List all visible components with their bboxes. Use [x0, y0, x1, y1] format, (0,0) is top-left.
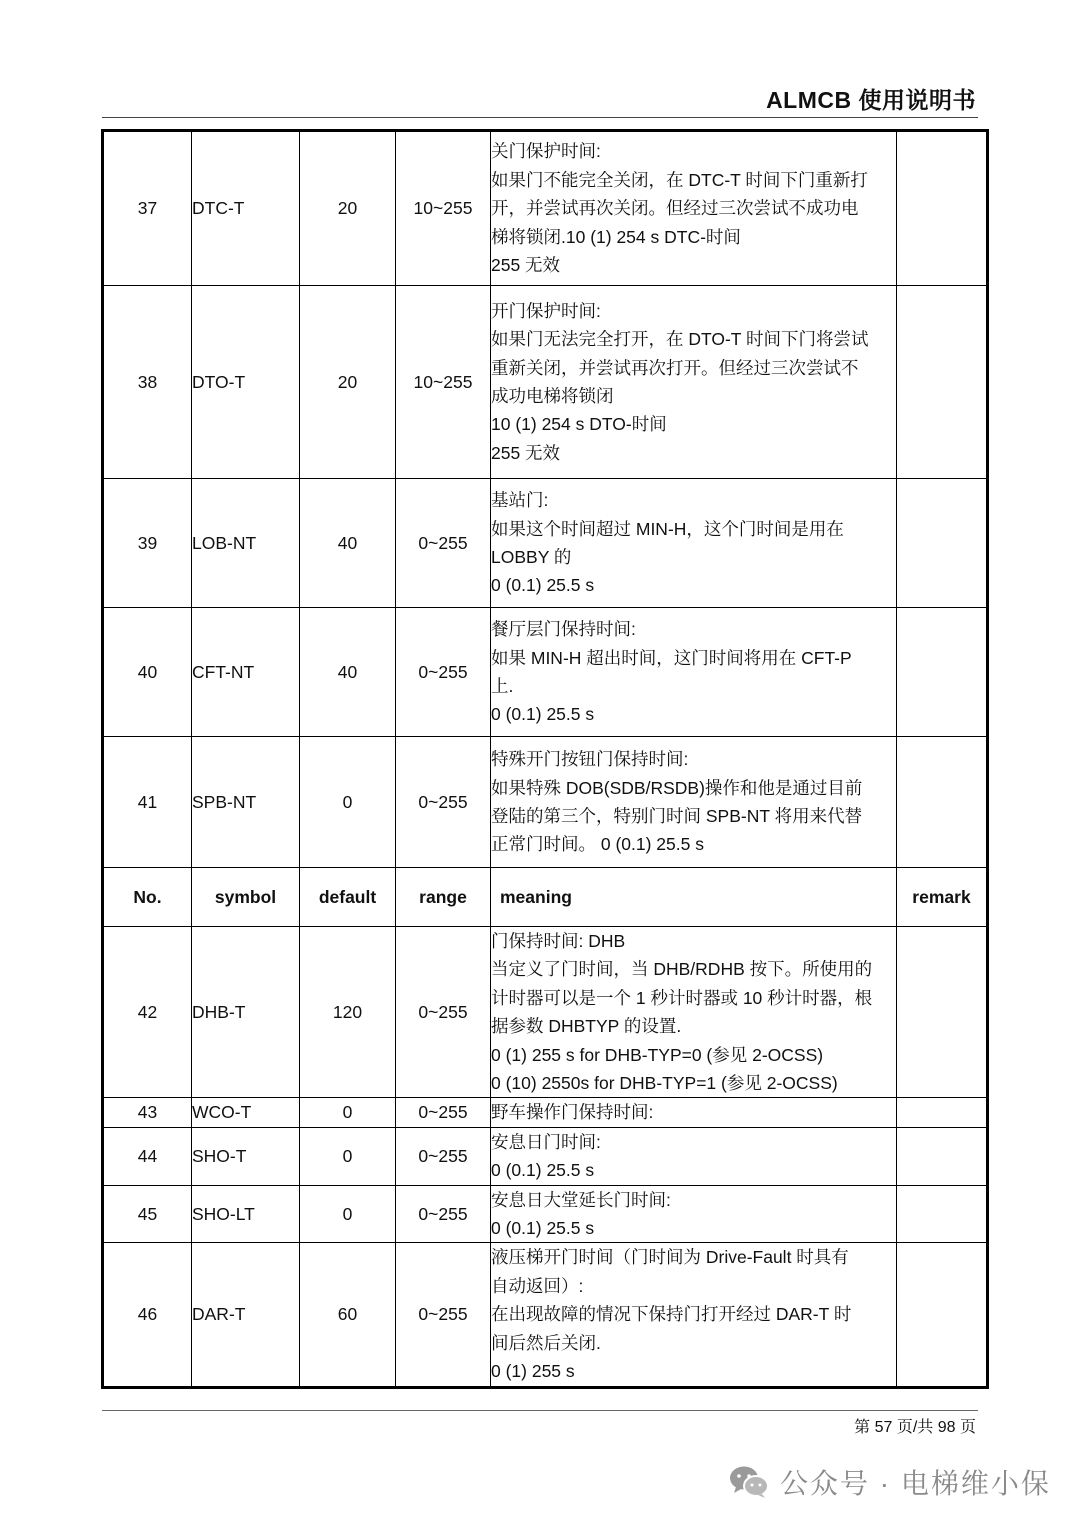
- meaning-line: 如果门无法完全打开，在 DTO-T 时间下门将尝试: [491, 329, 869, 350]
- meaning-line: 当定义了门时间，当 DHB/RDHB 按下。所使用的: [491, 959, 873, 980]
- meaning-line: 开，并尝试再次关闭。但经过三次尝试不成功电: [491, 198, 859, 219]
- cell-remark: [897, 479, 988, 608]
- wechat-icon: [728, 1464, 770, 1500]
- cell-remark: [897, 1127, 988, 1185]
- cell-range: 0~255: [396, 479, 491, 608]
- header-divider: [102, 117, 978, 118]
- cell-meaning: [491, 479, 897, 608]
- meaning-line: 0 (1) 255 s: [491, 1361, 575, 1382]
- table-row: [103, 737, 988, 868]
- table-row: [103, 1185, 988, 1243]
- cell-symbol: CFT-NT: [192, 608, 300, 737]
- column-header-default: default: [300, 868, 396, 927]
- cell-default: 60: [300, 1243, 396, 1387]
- meaning-line: 登陆的第三个，特别门时间 SPB-NT 将用来代替: [491, 806, 863, 826]
- table-row: [103, 1243, 988, 1387]
- cell-range: 0~255: [396, 1243, 491, 1387]
- cell-meaning: [491, 1185, 897, 1243]
- cell-meaning: [491, 608, 897, 737]
- cell-symbol: LOB-NT: [192, 479, 300, 608]
- cell-default: 0: [300, 1098, 396, 1127]
- table-row: [103, 479, 988, 608]
- meaning-line: 如果特殊 DOB(SDB/RSDB)操作和他是通过目前: [491, 777, 863, 798]
- cell-symbol: SPB-NT: [192, 737, 300, 868]
- cell-range: 0~255: [396, 1185, 491, 1243]
- cell-range: 0~255: [396, 608, 491, 737]
- cell-range: 0~255: [396, 927, 491, 1098]
- meaning-line: 开门保护时间:: [491, 300, 601, 321]
- column-header-remark: remark: [897, 868, 988, 927]
- meaning-line: 野车操作门保持时间:: [491, 1102, 654, 1123]
- table-row: [103, 131, 988, 286]
- cell-no: 38: [103, 286, 192, 479]
- meaning-line: 特殊开门按钮门保持时间:: [491, 749, 689, 770]
- meaning-line: 如果这个时间超过 MIN-H，这个门时间是用在: [491, 518, 844, 539]
- cell-remark: [897, 927, 988, 1098]
- cell-remark: [897, 737, 988, 868]
- table-row: [103, 1127, 988, 1185]
- cell-symbol: DTC-T: [192, 131, 300, 286]
- meaning-line: 0 (0.1) 25.5 s: [491, 575, 595, 596]
- parameter-table: [101, 129, 989, 1389]
- cell-symbol: WCO-T: [192, 1098, 300, 1127]
- cell-symbol: SHO-LT: [192, 1185, 300, 1243]
- meaning-line: 安息日门时间:: [491, 1131, 601, 1152]
- meaning-line: 梯将锁闭.10 (1) 254 s DTC-时间: [491, 226, 741, 247]
- cell-range: 0~255: [396, 737, 491, 868]
- cell-no: 44: [103, 1127, 192, 1185]
- table-body-after-header: [103, 927, 988, 1388]
- page-title: ALMCB 使用说明书: [766, 87, 976, 113]
- meaning-line: 在出现故障的情况下保持门打开经过 DAR-T 时: [491, 1304, 852, 1325]
- meaning-line: 据参数 DHBTYP 的设置.: [491, 1016, 682, 1037]
- cell-default: 20: [300, 286, 396, 479]
- table-row: [103, 927, 988, 1098]
- cell-remark: [897, 1098, 988, 1127]
- cell-range: 10~255: [396, 286, 491, 479]
- meaning-line: 255 无效: [491, 442, 561, 463]
- cell-symbol: DTO-T: [192, 286, 300, 479]
- footer-divider: [102, 1410, 978, 1411]
- column-header-no: No.: [103, 868, 192, 927]
- meaning-line: 安息日大堂延长门时间:: [491, 1189, 671, 1210]
- meaning-line: 关门保护时间:: [491, 141, 601, 162]
- cell-no: 37: [103, 131, 192, 286]
- cell-range: 0~255: [396, 1127, 491, 1185]
- cell-meaning: [491, 131, 897, 286]
- cell-no: 45: [103, 1185, 192, 1243]
- meaning-line: 自动返回）:: [491, 1275, 584, 1296]
- watermark: [728, 1462, 1051, 1502]
- meaning-line: 成功电梯将锁闭: [491, 386, 614, 406]
- meaning-line: 如果 MIN-H 超出时间，这门时间将用在 CFT-P: [491, 647, 852, 668]
- cell-remark: [897, 131, 988, 286]
- meaning-line: 0 (0.1) 25.5 s: [491, 1218, 595, 1239]
- meaning-line: 间后然后关闭.: [491, 1332, 601, 1353]
- meaning-line: 重新关闭，并尝试再次打开。但经过三次尝试不: [491, 357, 859, 378]
- cell-default: 0: [300, 1185, 396, 1243]
- cell-range: 0~255: [396, 1098, 491, 1127]
- cell-default: 120: [300, 927, 396, 1098]
- cell-no: 39: [103, 479, 192, 608]
- meaning-line: 255 无效: [491, 255, 561, 276]
- table-header-row: [103, 868, 988, 927]
- cell-no: 42: [103, 927, 192, 1098]
- cell-default: 40: [300, 479, 396, 608]
- meaning-line: 计时器可以是一个 1 秒计时器或 10 秒计时器，根: [491, 987, 873, 1008]
- meaning-line: 门保持时间: DHB: [491, 931, 626, 951]
- cell-default: 40: [300, 608, 396, 737]
- column-header-range: range: [396, 868, 491, 927]
- table-body-before-header: [103, 131, 988, 868]
- cell-meaning: [491, 286, 897, 479]
- meaning-line: LOBBY 的: [491, 547, 572, 567]
- meaning-line: 如果门不能完全关闭，在 DTC-T 时间下门重新打: [491, 169, 868, 190]
- meaning-line: 10 (1) 254 s DTO-时间: [491, 414, 667, 435]
- cell-meaning: [491, 1243, 897, 1387]
- cell-range: 10~255: [396, 131, 491, 286]
- watermark-text: 公众号 · 电梯维小保: [780, 1468, 1051, 1499]
- cell-remark: [897, 286, 988, 479]
- cell-meaning: [491, 927, 897, 1098]
- cell-no: 43: [103, 1098, 192, 1127]
- meaning-line: 基站门:: [491, 490, 549, 511]
- meaning-line: 0 (10) 2550s for DHB-TYP=1 (参见 2-OCSS): [491, 1073, 838, 1094]
- page-number: 第 57 页/共 98 页: [854, 1419, 976, 1436]
- meaning-line: 上.: [491, 676, 514, 696]
- table-row: [103, 1098, 988, 1127]
- cell-remark: [897, 608, 988, 737]
- meaning-line: 0 (0.1) 25.5 s: [491, 704, 595, 725]
- cell-no: 46: [103, 1243, 192, 1387]
- cell-remark: [897, 1243, 988, 1387]
- meaning-line: 餐厅层门保持时间:: [491, 619, 636, 640]
- cell-remark: [897, 1185, 988, 1243]
- cell-meaning: [491, 737, 897, 868]
- meaning-line: 0 (1) 255 s for DHB-TYP=0 (参见 2-OCSS): [491, 1044, 824, 1065]
- cell-meaning: [491, 1098, 897, 1127]
- cell-default: 0: [300, 737, 396, 868]
- cell-default: 20: [300, 131, 396, 286]
- table-row: [103, 286, 988, 479]
- meaning-line: 正常门时间。 0 (0.1) 25.5 s: [491, 834, 704, 855]
- meaning-line: 0 (0.1) 25.5 s: [491, 1160, 595, 1181]
- cell-no: 40: [103, 608, 192, 737]
- cell-meaning: [491, 1127, 897, 1185]
- cell-default: 0: [300, 1127, 396, 1185]
- column-header-symbol: symbol: [192, 868, 300, 927]
- table-row: [103, 608, 988, 737]
- cell-symbol: SHO-T: [192, 1127, 300, 1185]
- cell-no: 41: [103, 737, 192, 868]
- meaning-line: 液压梯开门时间（门时间为 Drive-Fault 时具有: [491, 1247, 849, 1268]
- cell-symbol: DHB-T: [192, 927, 300, 1098]
- column-header-meaning: meaning: [491, 868, 897, 927]
- cell-symbol: DAR-T: [192, 1243, 300, 1387]
